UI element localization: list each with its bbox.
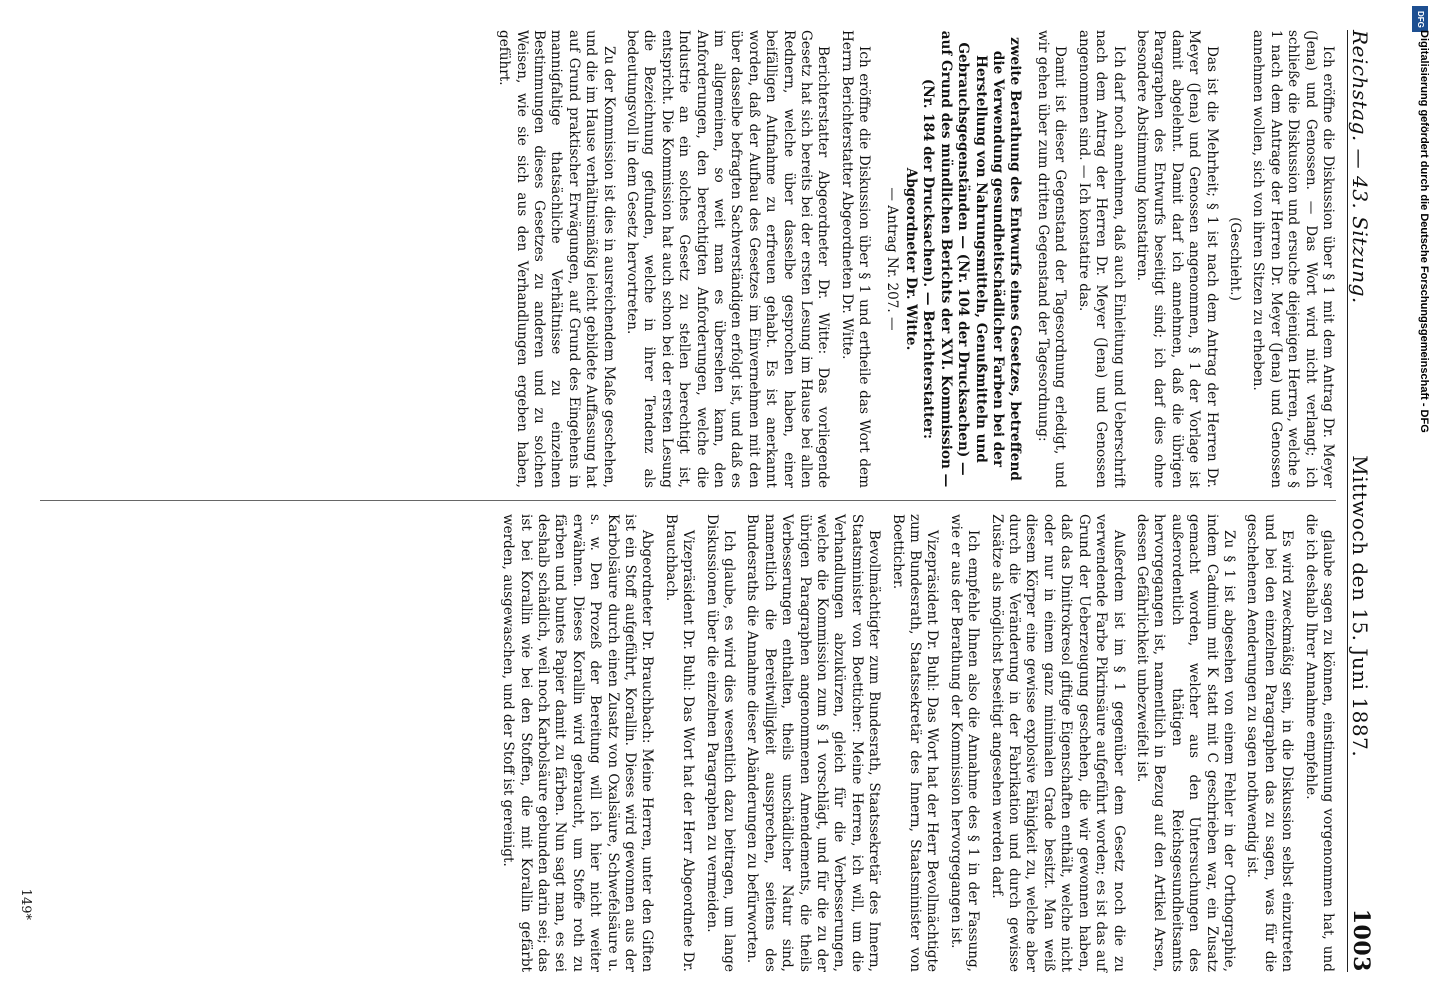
text-columns: [40, 30, 1336, 972]
agenda-heading: zweite Berathung des Entwurfs eines Gesetzes, betreffend die Verwendung gesundheitschädlicher Farben bei der Herstellung von Nahrungsmitteln, Genußmitteln und Gebrauchsgegenständen — (Nr. 104 der Drucksachen) — auf Grund des mündlichen Berichts der XVI. Kommission — (Nr. 184 der Drucksachen). — Berichterstatter: Abgeordneter Dr. Witte.: [903, 30, 1024, 488]
paragraph: Ich eröffne die Diskussion über § 1 mit dem Antrag Dr. Meyer (Jena) und Genossen. — Das Wort wird nicht verlangt; ich schließe die Diskussion und ersuche diejenigen Herren, welche § 1 nach dem Antrage der Herren Dr. Meyer (Jena) und Genossen annehmen wollen, sich von ihren Sitzen zu erheben.: [1250, 30, 1336, 488]
printer-signature: 149*: [18, 888, 33, 920]
paragraph: glaube sagen zu können, einstimmung vorgenommen hat, und die ich deshalb Ihrer Annahme empfehle.: [1302, 514, 1336, 972]
header-session-title: Reichstag. — 43. Sitzung.: [1348, 30, 1372, 304]
digitization-note-text: Digitalisierung gefördert durch die Deutsche Forschungsgemeinschaft - DFG: [1418, 30, 1430, 433]
agenda-motion: — Antrag Nr. 207. —: [883, 187, 900, 331]
text-column-right: [40, 514, 1336, 972]
paragraph: Damit ist dieser Gegenstand der Tagesordnung erledigt, und wir gehen über zum dritten Gegenstand der Tagesordnung:: [1034, 30, 1069, 488]
paragraph: Vizepräsident Dr. Buhl: Das Wort hat der Herr Abgeordnete Dr. Brauchbach.: [662, 514, 697, 972]
paragraph: Ich darf noch annehmen, daß auch Einleitung und Ueberschrift nach dem Antrag der Herren Dr. Meyer (Jena) und Genossen angenommen sind. — Ich konstatire das.: [1075, 30, 1127, 488]
paragraph: Zu der Kommission ist dies in ausreichendem Maße geschehen, und die im Hause verhältnismäßig leicht gebildete Auffassung hat auf Grund praktischer Erwägungen, auf Grund des Eingehens in mannigfaltige thatsächliche Verhältnisse zu einzelnen Bestimmungen dieses Gesetzes zu anderen und zu solchen Weisen, wie sie sich aus den Verhandlungen ergeben haben, geführt.: [496, 30, 617, 488]
page-header: [1347, 30, 1388, 972]
paragraph: Das ist die Mehrheit; § 1 ist nach dem Antrag der Herren Dr. Meyer (Jena) und Genossen angenommen, § 1 der Vorlage ist damit abgelehnt. Damit darf ich annehmen, daß die übrigen Paragraphen des Entwurfs beseitigt sind; ich darf dies ohne besondere Abstimmung konstatiren.: [1133, 30, 1220, 488]
text-column-left: [40, 30, 1336, 488]
digitization-note: [1416, 30, 1430, 690]
dfg-logo: DFG: [1412, 6, 1428, 32]
paragraph: Abgeordneter Dr. Brauchbach: Meine Herren, unter den Giften ist ein Stoff aufgeführt, Korallin. Dieses wird gewonnen aus der Karbolsäure durch einen Zusatz von Oxalsäure, Schwefelsäure u. s. w. Den Prozeß der Bereitung will ich hier nicht weiter erwähnen. Dieses Korallin wird gebraucht, um Stoffe roth zu färben und buntes Papier damit zu färben. Nun sagt man, es sei deshalb schädlich, weil noch Karbolsäure gebunden darin sei; das ist bei Korallin wie bei den Stoffen, die mit Korallin gefärbt werden, ausgewaschen, und der Stoff ist gereinigt.: [500, 514, 656, 972]
paragraph: Zu § 1 ist abgesehen von einem Fehler in der Orthographie, indem Cadmium mit K statt mit C geschrieben war, ein Zusatz gemacht worden, welcher aus den Untersuchungen des außerordentlich thätigen Reichsgesundheitsamts hervorgegangen ist, namentlich in Bezug auf den Artikel Arsen, dessen Gefährlichkeit unbezweifelt ist.: [1133, 514, 1237, 972]
paragraph: Berichterstatter Abgeordneter Dr. Witte: Das vorliegende Gesetz hat sich bereits bei der ersten Lesung im Hause bei allen Rednern, welche über dasselbe gesprochen haben, einer beifälligen Aufnahme zu erfreuen gehabt. Es ist anerkannt worden, daß der Aufbau des Gesetzes im Einvernehmen mit den über dasselbe befragten Sachverständigen erfolgt ist, und daß es im allgemeinen, so weit man es übersehen kann, den Anforderungen, den berechtigten Anforderungen, welche die Industrie an ein solches Gesetz zu stellen berechtigt ist, entspricht. Die Kommission hat auch schon bei der ersten Lesung die Bezeichnung gefunden, welche in ihrer Tendenz als bedeutungsvoll in dem Gesetz hervortreten.: [623, 30, 832, 488]
paragraph: Ich glaube, es wird dies wesentlich dazu beitragen, um lange Diskussionen über die einzelnen Paragraphen zu vermeiden.: [703, 514, 737, 972]
paragraph: Ich empfehle Ihnen also die Annahme des § 1 in der Fassung, wie er aus der Berathung der Kommission hervorgegangen ist.: [947, 514, 982, 972]
paragraph: Außerdem ist im § 1 gegenüber dem Gesetz noch die zu verwendende Farbe Pikrinsäure aufgeführt worden; es ist das auf Grund der Ueberzeugung geschehen, die wir gewonnen haben, daß das Dinitrokresol giftige Eigenschaften enthält, welche nicht oder nur in einem ganz minimalen Grade besitzt. Man weiß diesem Körper eine gewisse explosive Fähigkeit zu, welche aber durch die Veränderung in der Fabrikation und durch gewisse Zusätze als möglichst beseitigt angesehen werden darf.: [988, 514, 1127, 972]
paragraph: Bevollmächtigter zum Bundesrath, Staatssekretär des Innern, Staatsminister von Boetticher: Meine Herren, ich will, um die Verhandlungen abzukürzen, gleich für die Verbesserungen, welche die Kommission zum § 1 vorschlägt, und für die zu der übrigen Paragraphen angenommenen Amendements, die theils Verbesserungen enthalten, theils unschädlicher Natur sind, namentlich die Bereitwilligkeit aussprechen, seitens des Bundesraths die Annahme dieser Abänderungen zu befürworten.: [744, 514, 883, 972]
header-date: Mittwoch den 15. Juni 1887.: [1348, 455, 1372, 758]
header-page-number: 1003: [1348, 908, 1374, 972]
paragraph: Es wird zweckmäßig sein, in die Diskussion selbst einzutreten und bei den einzelnen Paragraphen das zu sagen, was für die geschehenen Aenderungen zu sagen nothwendig ist.: [1244, 514, 1296, 972]
paragraph: (Geschieht.): [1226, 217, 1243, 301]
paragraph: Ich eröffne die Diskussion über § 1 und ertheile das Wort dem Herrn Berichterstatter Abgeordneten Dr. Witte.: [838, 30, 873, 488]
paragraph: Vizepräsident Dr. Buhl: Das Wort hat der Herr Bevollmächtigte zum Bundesrath, Staatssekretär des Innern, Staatsminister von Boetticher.: [889, 514, 941, 972]
